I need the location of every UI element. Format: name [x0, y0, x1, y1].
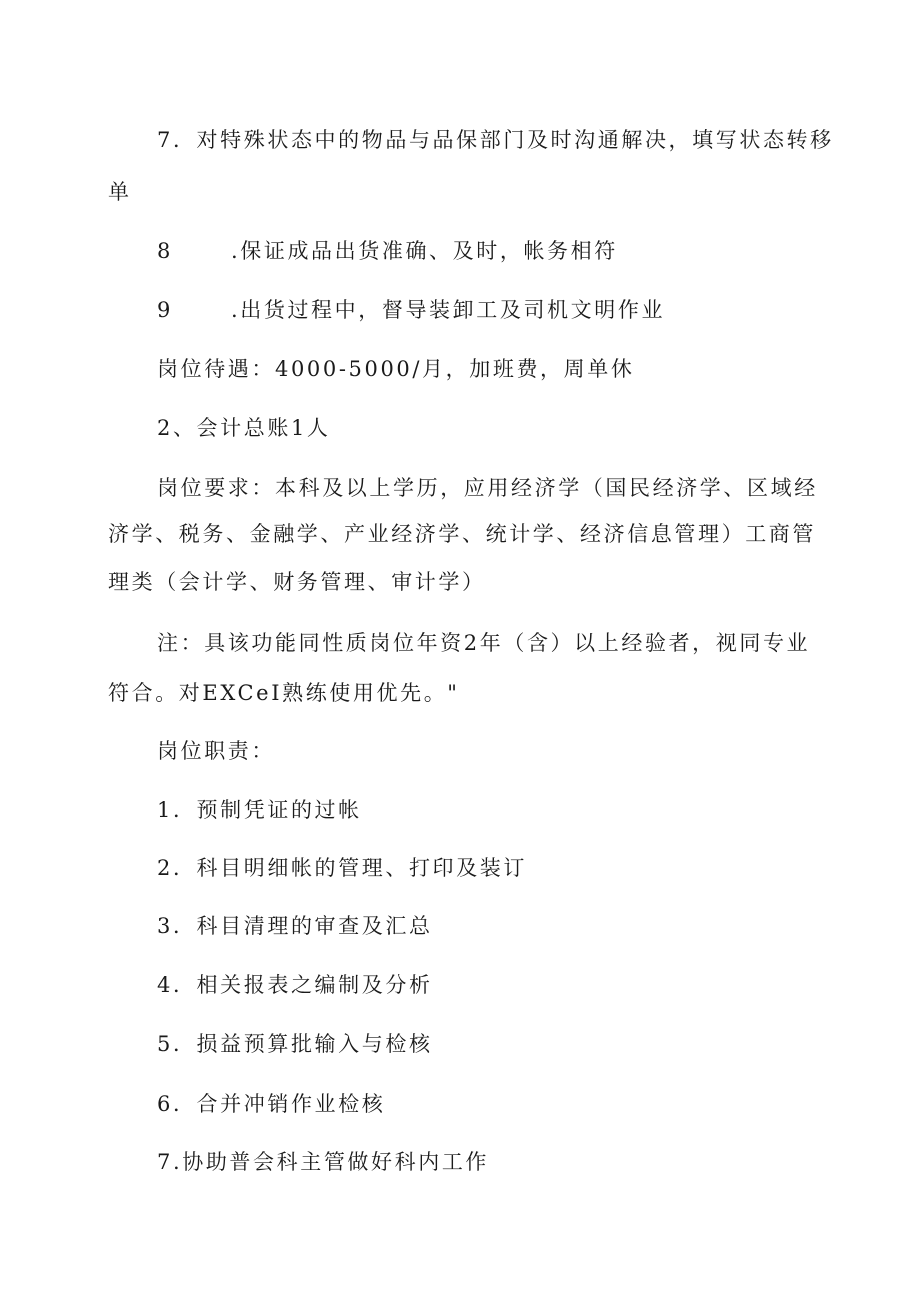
paragraph-line: 2．科目明细帐的管理、打印及装订: [157, 856, 527, 880]
item-text: .保证成品出货准确、及时，帐务相符: [230, 239, 618, 263]
paragraph-line: 5．损益预算批输入与检核: [157, 1032, 433, 1056]
paragraph-line: 1．预制凭证的过帐: [157, 798, 362, 822]
paragraph-line: 岗位职责：: [157, 739, 275, 763]
paragraph-line: 理类（会计学、财务管理、审计学）: [108, 570, 486, 594]
paragraph-line: 岗位要求：本科及以上学历，应用经济学（国民经济学、区域经: [157, 476, 818, 500]
paragraph-line: 2、会计总账1人: [157, 416, 331, 440]
paragraph-line: 济学、税务、金融学、产业经济学、统计学、经济信息管理）工商管: [108, 522, 816, 546]
paragraph-line: 符合。对EXCeI熟练使用优先。": [108, 681, 460, 705]
item-number: 8: [157, 239, 173, 263]
item-number: 9: [157, 298, 173, 322]
paragraph-line: 注：具该功能同性质岗位年资2年（含）以上经验者，视同专业: [157, 631, 811, 655]
paragraph-line: 6．合并冲销作业检核: [157, 1092, 386, 1116]
paragraph-line: 7.协助普会科主管做好科内工作: [157, 1150, 490, 1174]
item-text: .出货过程中，督导装卸工及司机文明作业: [230, 298, 666, 322]
paragraph-line: [157, 237, 618, 265]
paragraph-line: 4．相关报表之编制及分析: [157, 973, 433, 997]
paragraph-line: 3．科目清理的审查及汇总: [157, 914, 433, 938]
paragraph-line: 单: [108, 180, 132, 204]
paragraph-line: 7．对特殊状态中的物品与品保部门及时沟通解决，填写状态转移: [157, 128, 834, 152]
paragraph-line: [157, 296, 665, 324]
paragraph-line: 岗位待遇：4000-5000/月，加班费，周单休: [157, 357, 635, 381]
